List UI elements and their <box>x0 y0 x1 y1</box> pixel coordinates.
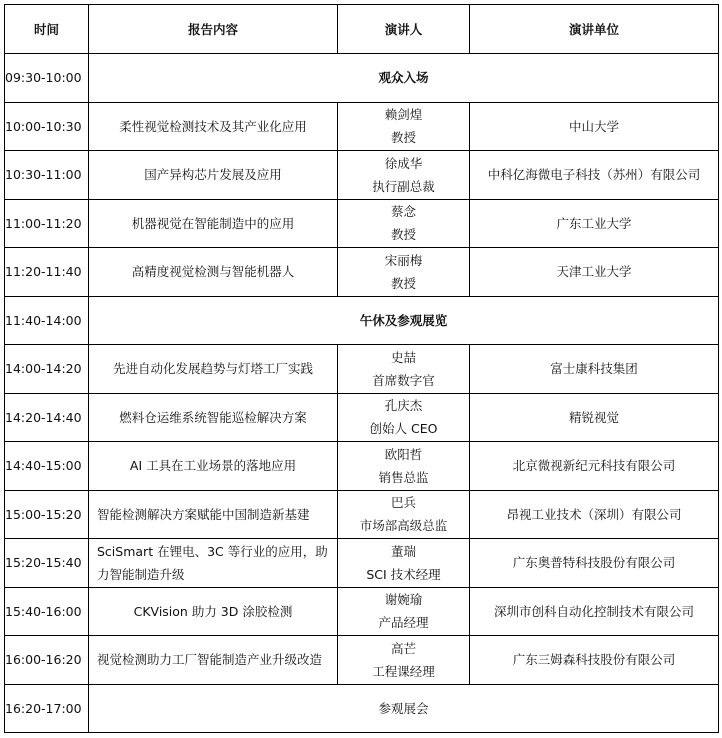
speaker-name: 巴兵 <box>390 495 416 511</box>
time-cell: 10:30-11:00 <box>5 151 89 200</box>
topic-cell: SciSmart 在锂电、3C 等行业的应用，助力智能制造升级 <box>89 539 338 588</box>
session-label: 观众入场 <box>89 54 719 103</box>
time-cell: 14:40-15:00 <box>5 442 89 491</box>
unit-cell: 天津工业大学 <box>470 248 719 297</box>
speaker-title: 销售总监 <box>378 469 429 485</box>
table-row <box>5 684 719 733</box>
speaker-cell <box>338 587 470 636</box>
unit-cell: 中科亿海微电子科技（苏州）有限公司 <box>470 151 719 200</box>
speaker-name: 谢婉瑜 <box>384 592 423 608</box>
table-row <box>5 636 719 685</box>
speaker-name: 史喆 <box>390 349 416 365</box>
speaker-title: 执行副总裁 <box>372 178 435 194</box>
header-time: 时间 <box>5 5 89 54</box>
topic-cell: AI 工具在工业场景的落地应用 <box>89 442 338 491</box>
topic-cell: CKVision 助力 3D 涂胶检测 <box>89 587 338 636</box>
time-cell: 14:00-14:20 <box>5 345 89 394</box>
unit-cell: 广东奥普特科技股份有限公司 <box>470 539 719 588</box>
table-row <box>5 587 719 636</box>
speaker-title: 教授 <box>390 227 416 243</box>
speaker-cell <box>338 345 470 394</box>
time-cell: 11:00-11:20 <box>5 199 89 248</box>
topic-cell: 机器视觉在智能制造中的应用 <box>89 199 338 248</box>
speaker-name: 欧阳哲 <box>384 446 423 462</box>
time-cell: 09:30-10:00 <box>5 54 89 103</box>
speaker-name: 董瑞 <box>390 543 416 559</box>
speaker-cell <box>338 539 470 588</box>
time-cell: 15:20-15:40 <box>5 539 89 588</box>
header-topic: 报告内容 <box>89 5 338 54</box>
speaker-name: 赖剑煌 <box>384 107 423 123</box>
speaker-title: 市场部高级总监 <box>359 518 448 534</box>
unit-cell: 广东工业大学 <box>470 199 719 248</box>
table-row <box>5 442 719 491</box>
time-cell: 10:00-10:30 <box>5 102 89 151</box>
table-row <box>5 248 719 297</box>
topic-cell: 柔性视觉检测技术及其产业化应用 <box>89 102 338 151</box>
speaker-title: 教授 <box>390 130 416 146</box>
unit-cell: 广东三姆森科技股份有限公司 <box>470 636 719 685</box>
unit-cell: 中山大学 <box>470 102 719 151</box>
time-cell: 16:20-17:00 <box>5 684 89 733</box>
table-row <box>5 151 719 200</box>
topic-cell: 视觉检测助力工厂智能制造产业升级改造 <box>89 636 338 685</box>
speaker-cell <box>338 248 470 297</box>
schedule-table <box>4 4 719 733</box>
table-row <box>5 102 719 151</box>
speaker-cell <box>338 393 470 442</box>
speaker-name: 徐成华 <box>384 155 423 171</box>
table-row <box>5 199 719 248</box>
speaker-title: 首席数字官 <box>372 372 435 388</box>
time-cell: 11:40-14:00 <box>5 296 89 345</box>
header-speaker: 演讲人 <box>338 5 470 54</box>
speaker-cell <box>338 102 470 151</box>
time-cell: 14:20-14:40 <box>5 393 89 442</box>
unit-cell: 昂视工业技术（深圳）有限公司 <box>470 490 719 539</box>
speaker-cell <box>338 636 470 685</box>
session-label: 午休及参观展览 <box>89 296 719 345</box>
table-row <box>5 54 719 103</box>
time-cell: 15:40-16:00 <box>5 587 89 636</box>
topic-cell: 国产异构芯片发展及应用 <box>89 151 338 200</box>
table-row <box>5 296 719 345</box>
speaker-name: 宋丽梅 <box>384 252 423 268</box>
speaker-name: 高芒 <box>390 640 416 656</box>
unit-cell: 北京微视新纪元科技有限公司 <box>470 442 719 491</box>
table-row <box>5 539 719 588</box>
table-row <box>5 345 719 394</box>
time-cell: 11:20-11:40 <box>5 248 89 297</box>
session-label: 参观展会 <box>89 684 719 733</box>
speaker-title: SCI 技术经理 <box>366 566 441 582</box>
speaker-cell <box>338 199 470 248</box>
time-cell: 15:00-15:20 <box>5 490 89 539</box>
speaker-title: 教授 <box>390 275 416 291</box>
speaker-cell <box>338 490 470 539</box>
unit-cell: 富士康科技集团 <box>470 345 719 394</box>
topic-cell: 智能检测解决方案赋能中国制造新基建 <box>89 490 338 539</box>
speaker-cell <box>338 442 470 491</box>
speaker-title: 工程课经理 <box>372 663 435 679</box>
unit-cell: 精锐视觉 <box>470 393 719 442</box>
table-row <box>5 393 719 442</box>
speaker-title: 产品经理 <box>378 615 429 631</box>
speaker-name: 孔庆杰 <box>384 398 423 414</box>
topic-cell: 高精度视觉检测与智能机器人 <box>89 248 338 297</box>
header-unit: 演讲单位 <box>470 5 719 54</box>
table-row <box>5 490 719 539</box>
speaker-title: 创始人 CEO <box>369 421 438 437</box>
topic-cell: 燃料仓运维系统智能巡检解决方案 <box>89 393 338 442</box>
speaker-name: 蔡念 <box>390 204 416 220</box>
speaker-cell <box>338 151 470 200</box>
unit-cell: 深圳市创科自动化控制技术有限公司 <box>470 587 719 636</box>
time-cell: 16:00-16:20 <box>5 636 89 685</box>
topic-cell: 先进自动化发展趋势与灯塔工厂实践 <box>89 345 338 394</box>
header-row <box>5 5 719 54</box>
